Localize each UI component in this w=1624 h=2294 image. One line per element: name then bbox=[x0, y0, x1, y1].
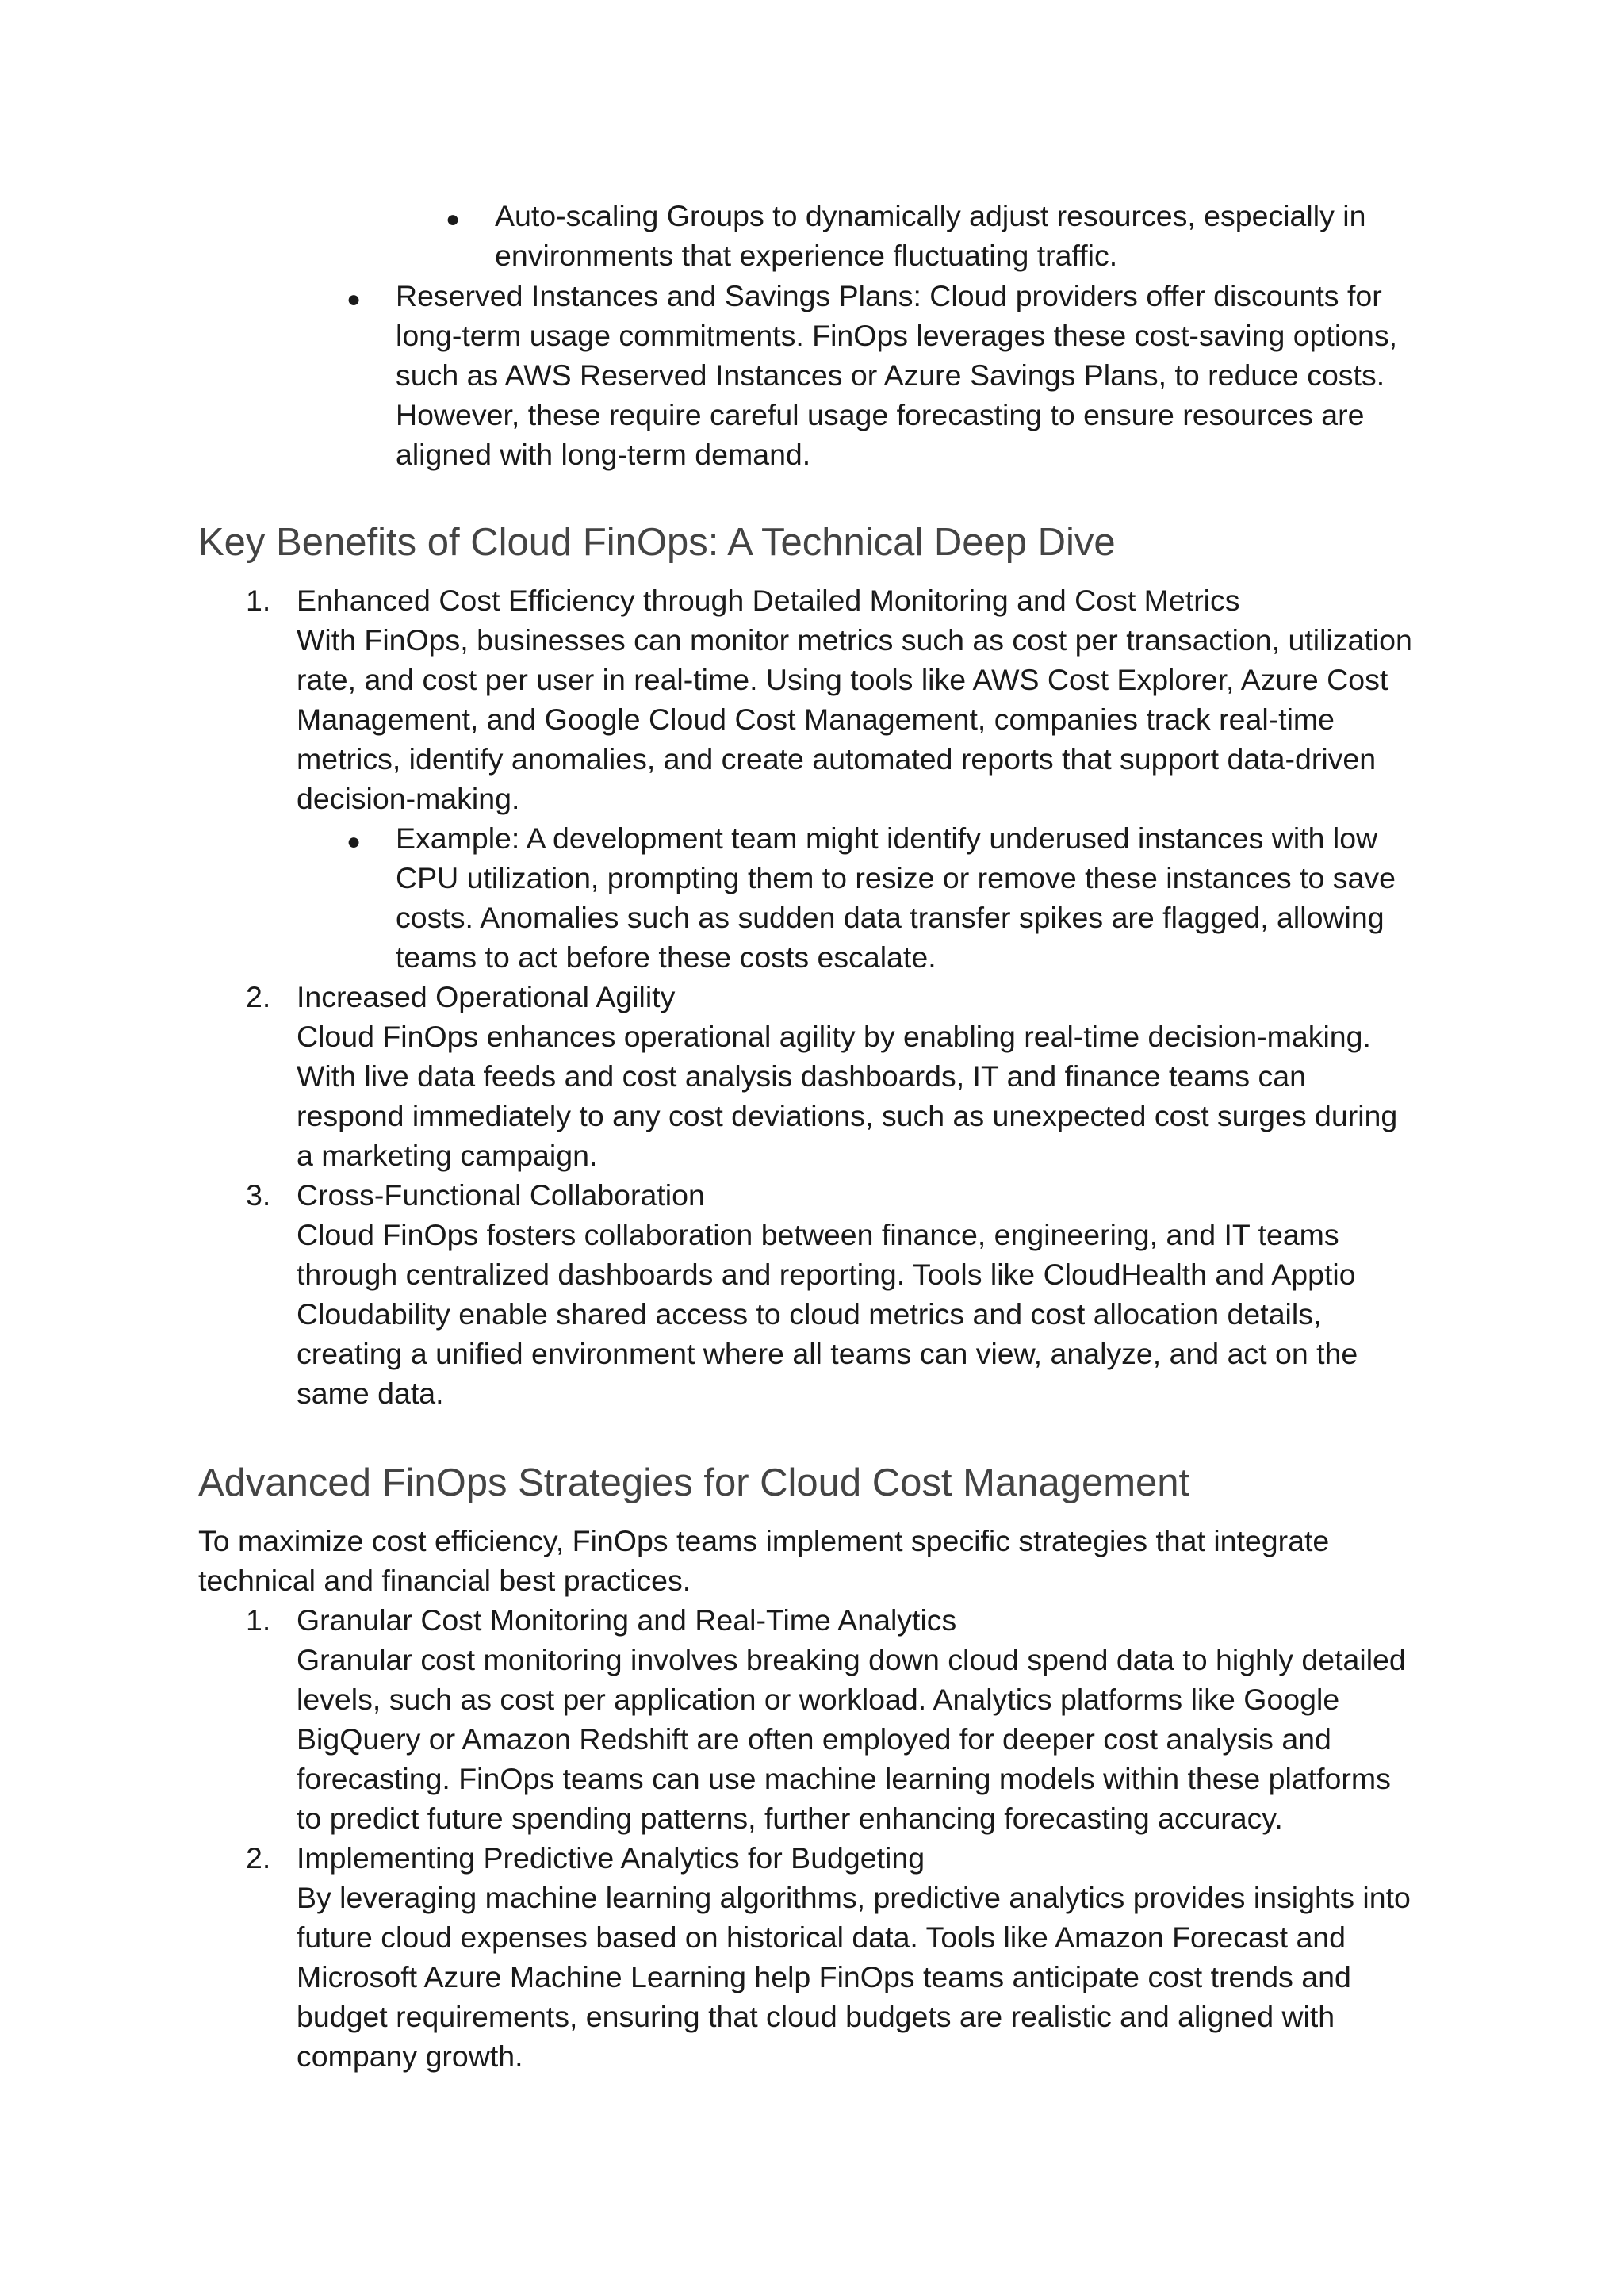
item-body-line: rate, and cost per user in real-time. Using tools like AWS Cost Explorer, Azure Cost bbox=[297, 663, 1388, 696]
item-title: Increased Operational Agility bbox=[297, 980, 676, 1013]
section-heading-advanced-strategies: Advanced FinOps Strategies for Cloud Cost Management bbox=[198, 1461, 1190, 1504]
item-body-line: same data. bbox=[297, 1377, 444, 1410]
item-body-line: budget requirements, ensuring that cloud budgets are realistic and aligned with bbox=[297, 2000, 1335, 2033]
item-body-line: Cloud FinOps fosters collaboration between finance, engineering, and IT teams bbox=[297, 1218, 1339, 1251]
item-body-line: BigQuery or Amazon Redshift are often employed for deeper cost analysis and bbox=[297, 1722, 1331, 1756]
item-body-line: By leveraging machine learning algorithms, predictive analytics provides insights into bbox=[297, 1881, 1411, 1914]
bullet-marker: ● bbox=[347, 286, 362, 312]
bullet-text-line: long-term usage commitments. FinOps leverages these cost-saving options, bbox=[396, 319, 1398, 352]
bullet-marker: ● bbox=[347, 829, 362, 855]
bullet-text-line: aligned with long-term demand. bbox=[396, 438, 811, 471]
item-body-line: Cloudability enable shared access to cloud metrics and cost allocation details, bbox=[297, 1297, 1322, 1331]
example-line: costs. Anomalies such as sudden data transfer spikes are flagged, allowing bbox=[396, 901, 1385, 934]
bullet-text-line: environments that experience fluctuating traffic. bbox=[495, 239, 1118, 272]
intro-line: To maximize cost efficiency, FinOps teams implement specific strategies that integrate bbox=[198, 1524, 1330, 1557]
bullet-text-line: Auto-scaling Groups to dynamically adjust resources, especially in bbox=[495, 199, 1366, 232]
example-line: teams to act before these costs escalate. bbox=[396, 940, 936, 974]
list-number: 3. bbox=[246, 1178, 271, 1212]
bullet-text-line: However, these require careful usage forecasting to ensure resources are bbox=[396, 398, 1365, 431]
item-title: Enhanced Cost Efficiency through Detailed Monitoring and Cost Metrics bbox=[297, 584, 1240, 617]
item-body-line: company growth. bbox=[297, 2039, 523, 2073]
item-body-line: future cloud expenses based on historical data. Tools like Amazon Forecast and bbox=[297, 1921, 1346, 1954]
item-body-line: With FinOps, businesses can monitor metrics such as cost per transaction, utilization bbox=[297, 623, 1412, 657]
intro-line: technical and financial best practices. bbox=[198, 1564, 691, 1597]
item-body-line: forecasting. FinOps teams can use machine learning models within these platforms bbox=[297, 1762, 1391, 1795]
bullet-marker: ● bbox=[446, 206, 461, 232]
item-title: Granular Cost Monitoring and Real-Time Analytics bbox=[297, 1603, 957, 1637]
item-body-line: through centralized dashboards and reporting. Tools like CloudHealth and Apptio bbox=[297, 1258, 1356, 1291]
list-number: 1. bbox=[246, 1603, 271, 1637]
item-body-line: decision-making. bbox=[297, 782, 520, 815]
item-title: Cross-Functional Collaboration bbox=[297, 1178, 705, 1212]
example-line: CPU utilization, prompting them to resize or remove these instances to save bbox=[396, 861, 1396, 894]
item-body-line: respond immediately to any cost deviations, such as unexpected cost surges during bbox=[297, 1099, 1398, 1132]
example-line: Example: A development team might identify underused instances with low bbox=[396, 821, 1378, 855]
item-body-line: metrics, identify anomalies, and create automated reports that support data-driven bbox=[297, 742, 1377, 776]
item-body-line: Granular cost monitoring involves breaking down cloud spend data to highly detailed bbox=[297, 1643, 1406, 1676]
list-number: 1. bbox=[246, 584, 271, 617]
item-body-line: levels, such as cost per application or workload. Analytics platforms like Google bbox=[297, 1683, 1340, 1716]
bullet-text-line: Reserved Instances and Savings Plans: Cloud providers offer discounts for bbox=[396, 279, 1382, 312]
item-body-line: Cloud FinOps enhances operational agility by enabling real-time decision-making. bbox=[297, 1020, 1371, 1053]
item-body-line: to predict future spending patterns, further enhancing forecasting accuracy. bbox=[297, 1802, 1283, 1835]
item-body-line: a marketing campaign. bbox=[297, 1139, 598, 1172]
item-body-line: With live data feeds and cost analysis dashboards, IT and finance teams can bbox=[297, 1059, 1306, 1093]
item-body-line: Microsoft Azure Machine Learning help FinOps teams anticipate cost trends and bbox=[297, 1960, 1351, 1993]
item-title: Implementing Predictive Analytics for Budgeting bbox=[297, 1841, 925, 1875]
list-number: 2. bbox=[246, 1841, 271, 1875]
bullet-text-line: such as AWS Reserved Instances or Azure Savings Plans, to reduce costs. bbox=[396, 358, 1385, 392]
list-number: 2. bbox=[246, 980, 271, 1013]
item-body-line: creating a unified environment where all teams can view, analyze, and act on the bbox=[297, 1337, 1358, 1370]
section-heading-key-benefits: Key Benefits of Cloud FinOps: A Technical Deep Dive bbox=[198, 521, 1116, 564]
item-body-line: Management, and Google Cloud Cost Management, companies track real-time bbox=[297, 703, 1335, 736]
